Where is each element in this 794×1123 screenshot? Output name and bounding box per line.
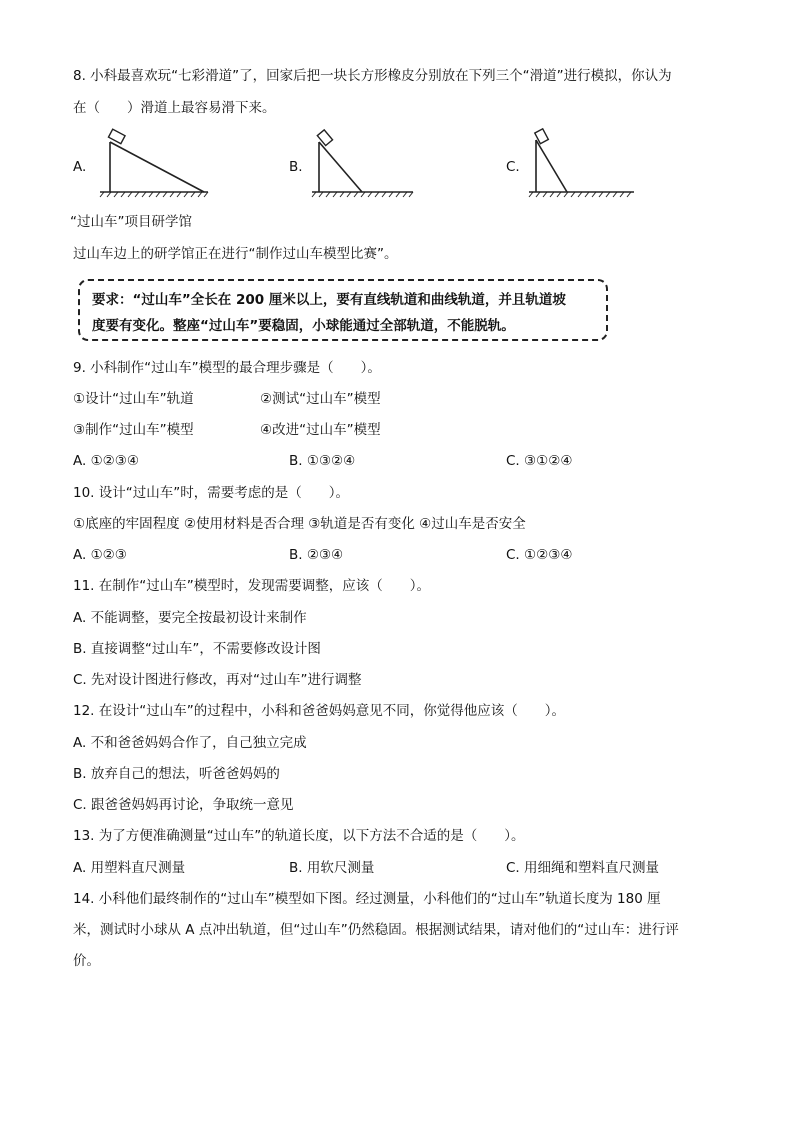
slide-figure-a	[96, 128, 211, 198]
q8-option-c-label: C.	[506, 159, 520, 175]
q12-option-b: B. 放弃自己的想法，听爸爸妈妈的	[73, 766, 280, 782]
q13-stem: 13. 为了方便准确测量“过山车”的轨道长度，以下方法不合适的是（ ）。	[73, 828, 525, 844]
q13-option-b: B. 用软尺测量	[289, 860, 375, 876]
q9-step-1: ①设计“过山车”轨道	[73, 391, 194, 407]
q8-option-b-label: B.	[289, 159, 303, 175]
q9-stem: 9. 小科制作“过山车”模型的最合理步骤是（ ）。	[73, 360, 381, 376]
q9-step-2: ②测试“过山车”模型	[260, 391, 381, 407]
q11-option-a: A. 不能调整，要完全按最初设计来制作	[73, 610, 307, 626]
q14-stem-line3: 价。	[73, 953, 100, 969]
q9-step-4: ④改进“过山车”模型	[260, 422, 381, 438]
q13-option-a: A. 用塑料直尺测量	[73, 860, 186, 876]
q12-option-a: A. 不和爸爸妈妈合作了，自己独立完成	[73, 735, 307, 751]
q10-stem: 10. 设计“过山车”时，需要考虑的是（ ）。	[73, 485, 349, 501]
q8-option-a-label: A.	[73, 159, 87, 175]
slide-figure-b	[308, 128, 416, 198]
q11-stem: 11. 在制作“过山车”模型时，发现需要调整，应该（ ）。	[73, 578, 430, 594]
section-intro: 过山车边上的研学馆正在进行“制作过山车模型比赛”。	[73, 246, 398, 262]
q10-option-b: B. ②③④	[289, 547, 344, 563]
q14-stem-line2: 米，测试时小球从 A 点冲出轨道，但“过山车”仍然稳固。根据测试结果，请对他们的“过山车：进行评	[73, 922, 679, 938]
q13-option-c: C. 用细绳和塑料直尺测量	[506, 860, 660, 876]
q10-option-a: A. ①②③	[73, 547, 127, 563]
requirement-line2: 度要有变化。整座“过山车”要稳固，小球能通过全部轨道，不能脱轨。	[92, 318, 515, 334]
slide-figure-c	[525, 128, 637, 198]
q12-option-c: C. 跟爸爸妈妈再讨论，争取统一意见	[73, 797, 294, 813]
section-title: “过山车”项目研学馆	[70, 214, 192, 230]
q14-stem-line1: 14. 小科他们最终制作的“过山车”模型如下图。经过测量，小科他们的“过山车”轨道长度为 180 厘	[73, 891, 661, 907]
q11-option-c: C. 先对设计图进行修改，再对“过山车”进行调整	[73, 672, 362, 688]
q10-factors: ①底座的牢固程度 ②使用材料是否合理 ③轨道是否有变化 ④过山车是否安全	[73, 516, 526, 532]
requirement-line1: 要求：“过山车”全长在 200 厘米以上，要有直线轨道和曲线轨道，并且轨道坡	[92, 292, 566, 308]
q8-stem-line1: 8. 小科最喜欢玩“七彩滑道”了，回家后把一块长方形橡皮分别放在下列三个“滑道”进行模拟，你认为	[73, 68, 672, 84]
q9-option-a: A. ①②③④	[73, 453, 139, 469]
q9-option-c: C. ③①②④	[506, 453, 573, 469]
q11-option-b: B. 直接调整“过山车”，不需要修改设计图	[73, 641, 321, 657]
q10-option-c: C. ①②③④	[506, 547, 573, 563]
q9-option-b: B. ①③②④	[289, 453, 356, 469]
q8-stem-line2: 在（ ）滑道上最容易滑下来。	[73, 100, 276, 116]
q9-step-3: ③制作“过山车”模型	[73, 422, 194, 438]
q12-stem: 12. 在设计“过山车”的过程中，小科和爸爸妈妈意见不同，你觉得他应该（ ）。	[73, 703, 565, 719]
